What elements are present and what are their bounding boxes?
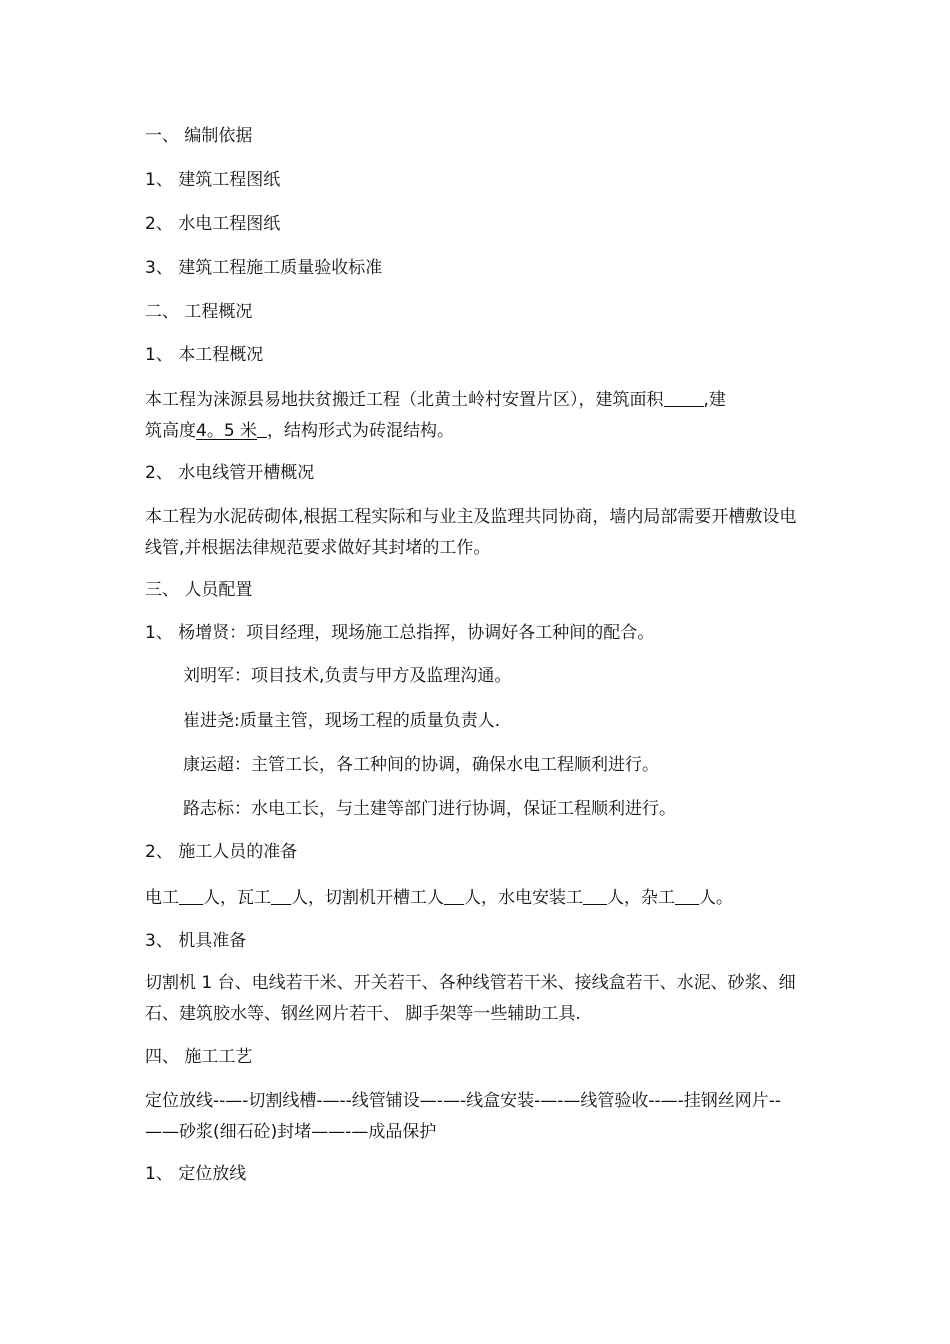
list-item: 2、 施工人员的准备: [145, 842, 298, 862]
overview-text: ，结构形式为砖混结构。: [267, 421, 455, 441]
section-heading-4: 四、 施工工艺: [145, 1047, 253, 1067]
tools-paragraph: 切割机 1 台、电线若干米、开关若干、各种线管若干米、接线盒若干、水泥、砂浆、细石、建筑胶水等、钢丝网片若干、 脚手架等一些辅助工具.: [145, 973, 796, 1024]
overview-text: 本工程为涞源县易地扶贫搬迁工程（北黄土岭村安置片区），建筑面积: [145, 390, 664, 410]
list-item: 3、 机具准备: [145, 931, 247, 951]
person-item: 刘明军：项目技术,负责与甲方及监理沟通。: [183, 666, 512, 686]
section-heading-2: 二、 工程概况: [145, 302, 253, 322]
staff-blank: [675, 887, 699, 905]
overview-text: 筑高度: [145, 421, 196, 441]
list-item: 1、 建筑工程图纸: [145, 170, 281, 190]
section-heading-3: 三、 人员配置: [145, 580, 253, 600]
process-paragraph: 定位放线--—-切割线槽-—--线管铺设—-—-线盒安装-—-—线管验收--—-挂钢丝网片--——砂浆(细石砼)封堵——-—成品保护: [145, 1091, 782, 1142]
staff-blank: [444, 887, 464, 905]
section-heading-1: 一、 编制依据: [145, 126, 253, 146]
overview-text: ,建: [703, 390, 726, 410]
person-item: 路志标：水电工长，与土建等部门进行协调，保证工程顺利进行。: [183, 799, 676, 819]
underline-tail: [257, 420, 267, 438]
list-item: 1、 本工程概况: [145, 345, 264, 365]
slot-paragraph: 本工程为水泥砖砌体,根据工程实际和与业主及监理共同协商，墙内局部需要开槽敷设电线管,并根据法律规范要求做好其封堵的工作。: [145, 507, 797, 558]
list-item: 2、 水电线管开槽概况: [145, 463, 315, 483]
staff-text: 人，瓦工: [203, 888, 271, 908]
staff-text: 人，切割机开槽工人: [291, 888, 444, 908]
staff-text: 人。: [699, 888, 733, 908]
staff-text: 人，水电安装工: [464, 888, 583, 908]
person-item: 康运超：主管工长，各工种间的协调，确保水电工程顺利进行。: [183, 755, 659, 775]
area-blank: [664, 389, 704, 407]
overview-paragraph: [145, 385, 810, 447]
person-item: 崔进尧:质量主管，现场工程的质量负责人.: [183, 711, 501, 731]
list-item: 2、 水电工程图纸: [145, 214, 281, 234]
list-item: 3、 建筑工程施工质量验收标准: [145, 258, 383, 278]
list-item: 1、 定位放线: [145, 1164, 247, 1184]
staff-blank: [583, 887, 607, 905]
staff-text: 人，杂工: [607, 888, 675, 908]
staff-blank: [179, 887, 203, 905]
building-height-value: 4。5 米: [196, 421, 258, 441]
list-item: 1、 杨增贤：项目经理，现场施工总指挥，协调好各工种间的配合。: [145, 623, 655, 643]
staff-text: 电工: [145, 888, 179, 908]
staff-line: [145, 886, 733, 910]
staff-blank: [271, 887, 291, 905]
